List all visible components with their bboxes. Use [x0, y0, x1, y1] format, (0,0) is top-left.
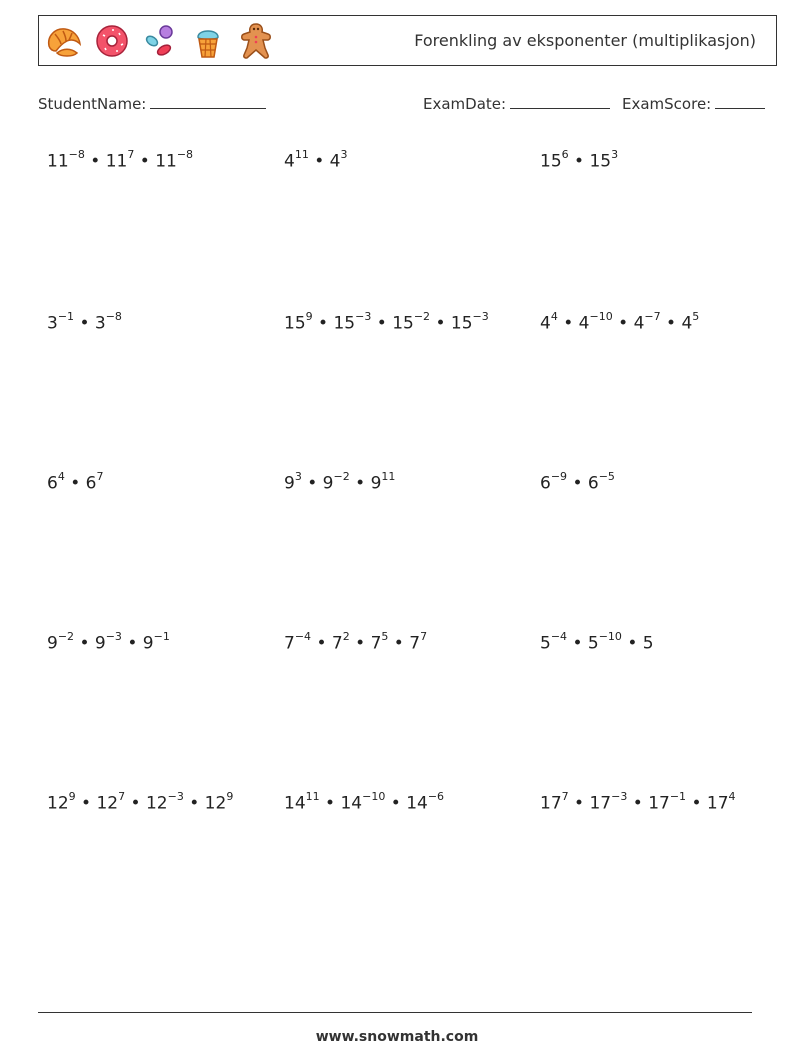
exponent: −4 [294, 630, 312, 643]
exponent: −8 [176, 148, 194, 161]
multiply-operator: • [388, 633, 410, 654]
exponent: 11 [294, 148, 309, 161]
problem-5-3 [540, 792, 736, 814]
exponent: −2 [57, 630, 75, 643]
ice-cream-icon [187, 20, 229, 62]
multiply-operator: • [660, 313, 682, 334]
base: 4 [681, 313, 693, 334]
base: 5 [540, 633, 551, 654]
problem-1-1 [47, 150, 193, 172]
exponent: −4 [550, 630, 568, 643]
multiply-operator: • [430, 313, 451, 334]
gingerbread-icon [235, 20, 277, 62]
base: 15 [392, 313, 414, 334]
problem-4-3 [540, 632, 654, 654]
exponent: 3 [611, 148, 619, 161]
multiply-operator: • [627, 793, 649, 814]
exponent: −1 [153, 630, 170, 643]
exponent: 7 [561, 790, 569, 803]
problem-5-1 [47, 792, 233, 814]
exponent: 9 [68, 790, 76, 803]
multiply-operator: • [621, 633, 643, 654]
multiply-operator: • [74, 313, 95, 334]
problem-3-3 [540, 472, 615, 494]
base: 4 [284, 151, 295, 172]
multiply-operator: • [319, 793, 341, 814]
base: 11 [155, 151, 177, 172]
exponent: −6 [427, 790, 445, 803]
multiply-operator: • [686, 793, 707, 814]
multiply-operator: • [371, 313, 393, 334]
exponent: −2 [413, 310, 431, 323]
exponent: 7 [127, 148, 135, 161]
exponent: 11 [305, 790, 320, 803]
problem-2-3 [540, 312, 699, 334]
multiply-operator: • [385, 793, 407, 814]
exam-date-field[interactable] [423, 92, 610, 113]
multiply-operator: • [84, 151, 106, 172]
exponent: 5 [692, 310, 700, 323]
worksheet-title: Forenkling av eksponenter (multiplikasjon) [414, 31, 756, 50]
base: 6 [540, 473, 551, 494]
base: 7 [409, 633, 421, 654]
base: 3 [94, 313, 106, 334]
student-info-row [0, 92, 794, 116]
multiply-operator: • [125, 793, 146, 814]
multiply-operator: • [301, 473, 323, 494]
base: 15 [589, 151, 612, 172]
footer-url: www.snowmath.com [315, 1029, 479, 1045]
multiply-operator: • [568, 151, 590, 172]
base: 9 [47, 633, 58, 654]
exponent: 11 [381, 470, 396, 483]
exponent: −1 [669, 790, 687, 803]
problem-2-1 [47, 312, 122, 334]
exponent: 4 [728, 790, 736, 803]
candy-icon [139, 20, 181, 62]
multiply-operator: • [74, 633, 95, 654]
multiply-operator: • [312, 313, 334, 334]
exponent: −9 [550, 470, 568, 483]
exponent: −3 [472, 310, 489, 323]
multiply-operator: • [567, 473, 588, 494]
exponent: −5 [598, 470, 615, 483]
donut-icon [91, 20, 133, 62]
base: 17 [648, 793, 670, 814]
exponent: −3 [611, 790, 628, 803]
base: 7 [370, 633, 382, 654]
exponent: −1 [57, 310, 75, 323]
exponent: −7 [644, 310, 661, 323]
base: 12 [204, 793, 227, 814]
exponent: 7 [420, 630, 428, 643]
footer-divider [38, 1012, 752, 1013]
base: 4 [578, 313, 590, 334]
student-name-label: StudentName: [38, 95, 147, 113]
base: 9 [322, 473, 334, 494]
problem-1-2 [284, 150, 348, 172]
problem-1-3 [540, 150, 618, 172]
multiply-operator: • [349, 633, 371, 654]
multiply-operator: • [557, 313, 579, 334]
problem-2-2 [284, 312, 489, 334]
base: 12 [47, 793, 69, 814]
base: 17 [540, 793, 562, 814]
base: 7 [284, 633, 295, 654]
base: 15 [450, 313, 473, 334]
multiply-operator: • [308, 151, 330, 172]
base: 6 [587, 473, 599, 494]
problem-3-2 [284, 472, 395, 494]
student-name-blank[interactable] [150, 92, 266, 109]
multiply-operator: • [567, 633, 588, 654]
exponent: −3 [167, 790, 184, 803]
exponent: −8 [105, 310, 122, 323]
multiply-operator: • [349, 473, 371, 494]
base: 9 [94, 633, 106, 654]
multiply-operator: • [134, 151, 156, 172]
problem-4-2 [284, 632, 427, 654]
problem-4-1 [47, 632, 170, 654]
base: 5 [587, 633, 599, 654]
base: 14 [406, 793, 428, 814]
base: 15 [284, 313, 306, 334]
exponent: 9 [226, 790, 234, 803]
base: 14 [340, 793, 363, 814]
base: 12 [145, 793, 168, 814]
header-icons [43, 20, 283, 62]
exponent: 6 [561, 148, 569, 161]
student-name-field[interactable] [38, 92, 266, 113]
problem-5-2 [284, 792, 444, 814]
exponent: −3 [105, 630, 122, 643]
multiply-operator: • [183, 793, 205, 814]
problem-3-1 [47, 472, 104, 494]
exam-date-label: ExamDate: [423, 95, 507, 113]
multiply-operator: • [75, 793, 97, 814]
exam-score-field[interactable] [622, 92, 765, 113]
exam-score-blank[interactable] [715, 92, 765, 109]
base: 11 [47, 151, 69, 172]
multiply-operator: • [121, 633, 143, 654]
base: 3 [47, 313, 58, 334]
multiply-operator: • [64, 473, 86, 494]
base: 4 [633, 313, 645, 334]
exponent: −3 [355, 310, 372, 323]
base: 9 [142, 633, 154, 654]
base: 9 [370, 473, 382, 494]
base: 7 [331, 633, 343, 654]
base: 17 [706, 793, 729, 814]
base: 11 [105, 151, 128, 172]
exponent: −10 [589, 310, 613, 323]
exponent: 7 [118, 790, 126, 803]
multiply-operator: • [568, 793, 590, 814]
base: 6 [85, 473, 97, 494]
exponent: 4 [550, 310, 558, 323]
base: 14 [284, 793, 306, 814]
exponent: 3 [294, 470, 302, 483]
base: 12 [96, 793, 119, 814]
exam-date-blank[interactable] [510, 92, 610, 109]
croissant-icon [43, 20, 85, 62]
exponent: 5 [381, 630, 389, 643]
exponent: −2 [333, 470, 350, 483]
exponent: 2 [342, 630, 350, 643]
base: 6 [47, 473, 58, 494]
base: 15 [333, 313, 356, 334]
base: 15 [540, 151, 562, 172]
base: 4 [540, 313, 551, 334]
base: 17 [589, 793, 612, 814]
exponent: 4 [57, 470, 65, 483]
exam-score-label: ExamScore: [622, 95, 712, 113]
worksheet-header [38, 15, 777, 66]
exponent: −10 [362, 790, 386, 803]
multiply-operator: • [311, 633, 332, 654]
base: 5 [642, 633, 654, 654]
exponent: −10 [598, 630, 622, 643]
exponent: 3 [340, 148, 348, 161]
base: 4 [329, 151, 341, 172]
exponent: −8 [68, 148, 85, 161]
multiply-operator: • [612, 313, 634, 334]
exponent: 9 [305, 310, 313, 323]
exponent: 7 [96, 470, 104, 483]
base: 9 [284, 473, 295, 494]
